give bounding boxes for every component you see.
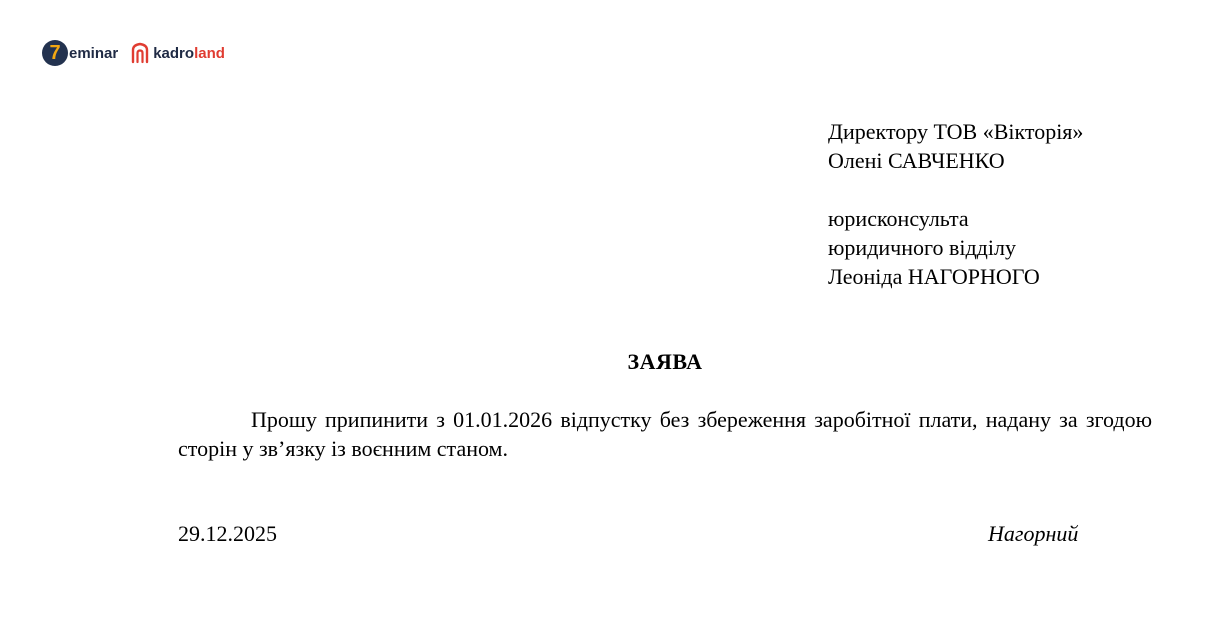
addressee-director-line: Директору ТОВ «Вікторія» xyxy=(828,119,1084,144)
kadroland-house-icon xyxy=(130,42,150,64)
sender-position: юрисконсульта xyxy=(828,206,969,231)
kadroland-logo[interactable] xyxy=(130,42,225,64)
header-logos xyxy=(42,38,225,68)
7eminar-logo-text: eminar xyxy=(69,44,119,62)
document-signature: Нагорний xyxy=(988,521,1079,546)
document-body: Прошу припинити з 01.01.2026 відпустку без збереження заробітної плати, надану за згодою сторін у зв’язку із воєнним станом. xyxy=(178,407,1152,461)
sender-department: юридичного відділу xyxy=(828,235,1016,260)
addressee-spacer xyxy=(828,175,1083,204)
document-title: ЗАЯВА xyxy=(627,349,703,374)
kadroland-logo-text-1: kadro xyxy=(153,44,195,62)
document-date: 29.12.2025 xyxy=(178,521,277,546)
7eminar-logo-digit: 7 xyxy=(49,42,61,64)
sender-name: Леоніда НАГОРНОГО xyxy=(828,264,1040,289)
kadroland-logo-text-2: land xyxy=(194,44,225,62)
7eminar-logo[interactable] xyxy=(42,40,118,66)
addressee-block xyxy=(828,117,1083,291)
addressee-director-name: Олені САВЧЕНКО xyxy=(828,148,1005,173)
7eminar-logo-mark xyxy=(42,40,68,66)
